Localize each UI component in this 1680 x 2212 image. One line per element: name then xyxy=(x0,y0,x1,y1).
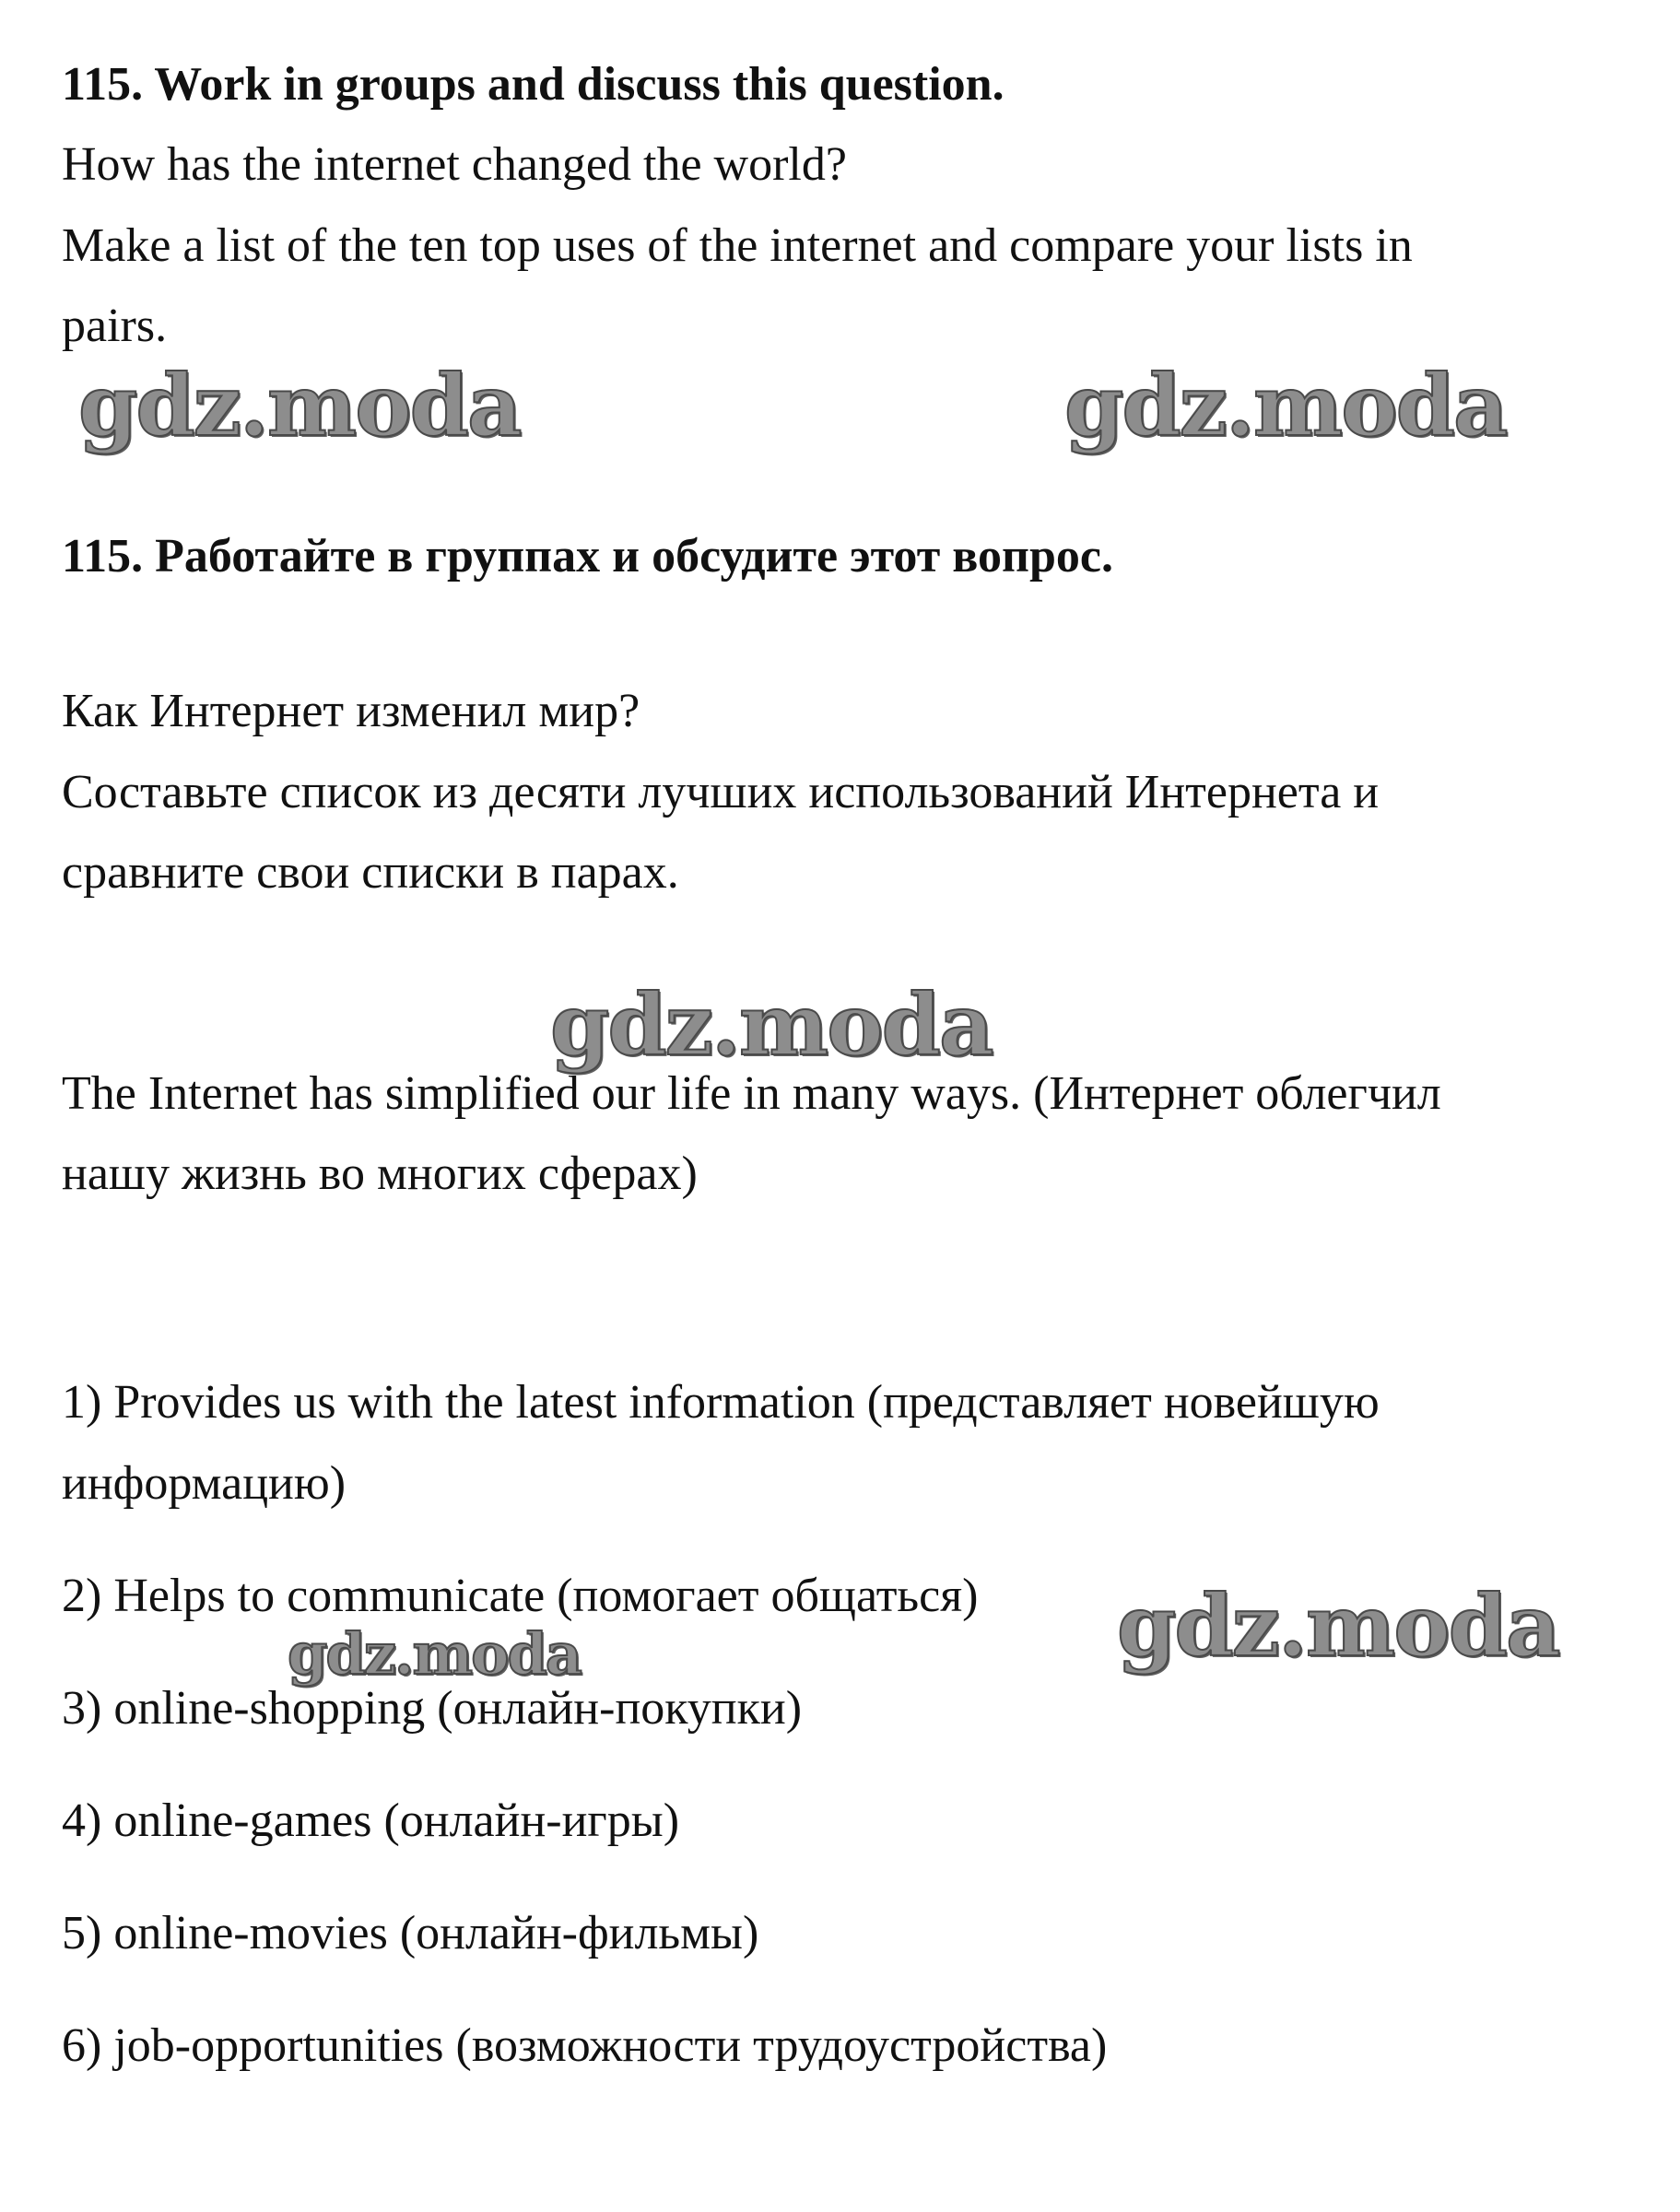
watermark: gdz.moda xyxy=(1064,356,1507,455)
answer-intro-line-1: The Internet has simplified our life in many ways. (Интернет облегчил xyxy=(62,1067,1441,1120)
list-item-4: 4) online-games (онлайн-игры) xyxy=(62,1794,680,1847)
list-item-3: 3) online-shopping (онлайн-покупки) xyxy=(62,1682,803,1735)
task-instruction-ru-line-2: сравните свои списки в парах. xyxy=(62,846,679,899)
list-item-5: 5) online-movies (онлайн-фильмы) xyxy=(62,1907,759,1959)
list-item-1-line-1: 1) Provides us with the latest information (представляет новейшую xyxy=(62,1376,1380,1429)
task-instruction-en-line-1: Make a list of the ten top uses of the internet and compare your lists in xyxy=(62,219,1413,272)
watermark: gdz.moda xyxy=(288,1620,581,1688)
task-instruction-ru-line-1: Составьте список из десяти лучших использований Интернета и xyxy=(62,766,1380,818)
list-item-6: 6) job-opportunities (возможности трудоустройства) xyxy=(62,2019,1108,2072)
list-item-2: 2) Helps to communicate (помогает общаться) xyxy=(62,1570,979,1622)
answer-intro-line-2: нашу жизнь во многих сферах) xyxy=(62,1147,698,1200)
task-heading-ru: 115. Работайте в группах и обсудите этот вопрос. xyxy=(62,530,1113,582)
list-item-1-line-2: информацию) xyxy=(62,1457,347,1510)
task-question-ru: Как Интернет изменил мир? xyxy=(62,685,640,737)
watermark: gdz.moda xyxy=(78,356,521,455)
task-instruction-en-line-2: pairs. xyxy=(62,300,168,352)
task-question-en: How has the internet changed the world? xyxy=(62,138,847,191)
task-heading-en: 115. Work in groups and discuss this question. xyxy=(62,58,1004,111)
watermark: gdz.moda xyxy=(1117,1576,1559,1676)
watermark: gdz.moda xyxy=(550,975,993,1075)
